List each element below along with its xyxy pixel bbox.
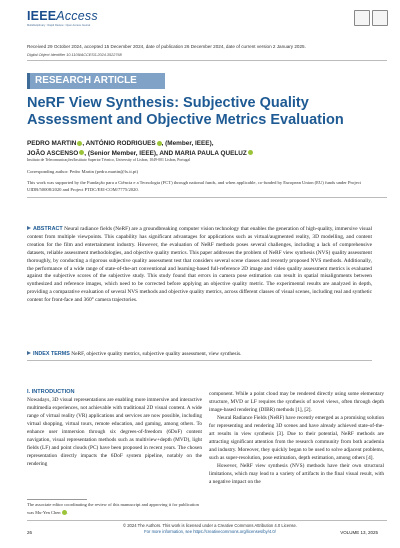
author-name: PEDRO MARTIN <box>27 140 77 147</box>
orcid-icon[interactable] <box>248 150 253 155</box>
divider <box>27 60 387 61</box>
affiliation: Instituto de Telecomunicações/Instituto Superior Técnico, University of Lisbon, 1049-001 Lisbon, Portugal <box>27 158 191 162</box>
body-column-right <box>209 390 384 486</box>
paper-title: NeRF View Synthesis: Subjective Quality Assessment and Objective Metrics Evaluation <box>27 95 344 128</box>
corresponding-author: Corresponding author: Pedro Martin (pedro.martin@lx.it.pt) <box>27 169 139 174</box>
crossmark-icon[interactable] <box>354 10 370 26</box>
paragraph: Neural Radiance Fields (NeRF) have recently emerged as a promising solution for representing and rendering 3D scenes and have already achieved state-of-the-art results in view synthesis [3]. Due to their potential, NeRF methods are attracting significant attention from the research community from both academia and industry. Moreover, they quickly began to be used to solve adjacent problems, such as super-resolution, pose estimation, depth estimation, among others [4]. <box>209 415 385 461</box>
journal-logo <box>27 9 98 23</box>
orcid-icon[interactable] <box>62 510 67 515</box>
author-list <box>27 139 367 158</box>
body-column-left: Nowadays, 3D visual representations are enabling more immersive and interactive multimedia experiences, not achievable with traditional 2D visual content. A wide range of virtual reality (VR) applications and services are now possible, including virtual shopping, virtual tours, remote education, and gaming, among others. To enhance user immersion through six degrees-of-freedom (6DoF) content navigation, visual representation methods such as multiview+depth (MVD), light fields (LF) and point clouds (PC) have been proposed in recent years. The chosen representation directly impacts the 6DoF system pipeline, notably on the rendering <box>27 397 202 467</box>
author-name: JOÃO ASCENSO <box>27 149 79 157</box>
footnote-divider <box>27 499 87 500</box>
index-terms-text: NeRF, objective quality metrics, subjective quality assessment, view synthesis. <box>71 351 242 357</box>
abstract-text: Neural radiance fields (NeRF) are a groundbreaking computer vision technology that enables the generation of high-quality, immersive visual content from multiple viewpoints. This capability has significant advantages for applications such as virtual/augmented reality, 3D modelling, and content creation for the film and entertainment industry. However, the evaluation of NeRF methods poses several challenges, including a lack of comprehensive datasets, reliable assessment methodologies, and objective quality metrics. This paper addresses the problem of NeRF view synthesis (NVS) quality assessment thoroughly, by conducting a rigorous subjective quality assessment test that considers several scene classes and recently proposed NVS methods. Additionally, the performance of a wide range of state-of-the-art conventional and learning-based full-reference 2D image and video quality assessment metrics is evaluated against the subjective scores of the subjective study. This study found that errors in camera pose estimation can result in spatial misalignments between synthesized and reference images, which need to be corrected before applying an objective quality metric. The experimental results are analyzed in depth, providing a comparative evaluation of several NVS methods and objective quality metrics, across different classes of visual scenes, including real and synthetic content for front-face and 360° camera trajectories. <box>27 226 372 304</box>
open-access-icon <box>372 10 388 26</box>
footer-divider <box>27 520 387 521</box>
license-line: © 2024 The Authors. This work is licensed under a Creative Commons Attribution 4.0 License. <box>122 523 297 528</box>
divider <box>27 197 387 198</box>
article-type-badge: RESEARCH ARTICLE <box>27 73 165 89</box>
abstract-heading: ABSTRACT <box>33 226 63 232</box>
index-terms <box>27 351 241 357</box>
crossref-logos[interactable] <box>354 10 388 26</box>
author-name: , (Senior Member, IEEE), AND MARIA PAULA QUELUZ <box>84 149 247 157</box>
author-membership: , (Member, IEEE), <box>161 140 214 147</box>
section-heading: I. INTRODUCTION <box>27 389 75 395</box>
license-notice <box>120 523 300 535</box>
brand-tagline: Multidisciplinary : Rapid Review : Open Access Journal <box>27 24 91 27</box>
paragraph: However, NeRF view synthesis (NVS) methods have their own structural limitations, which may lead to a variety of artifacts in the final visual result, with a negative impact on the <box>209 463 384 485</box>
footnote-text: The associate editor coordinating the review of this manuscript and approving it for publication was Mu-Yen Chen <box>27 502 199 515</box>
index-terms-heading: INDEX TERMS <box>33 351 70 357</box>
funding-statement: This work was supported by the Fundação para a Ciência e a Tecnologia (FCT) through national funds, and when applicable, co-funded by European Union (EU) funds under Project UIDB/50008/2020 and Project PTDC/EEI-COM/7775/2020. <box>27 180 361 192</box>
license-link[interactable]: For more information, see https://creativecommons.org/licenses/by/4.0/ <box>144 529 276 534</box>
divider <box>27 360 372 361</box>
abstract-block <box>27 226 372 305</box>
brand-accent: Access <box>56 9 98 23</box>
volume-info: VOLUME 13, 2025 <box>340 530 378 535</box>
doi[interactable]: Digital Object Identifier 10.1109/ACCESS.2024.3522768 <box>27 53 122 57</box>
author-name: , ANTÓNIO RODRIGUES <box>82 140 156 147</box>
publication-dates: Received 29 October 2024, accepted 15 December 2024, date of publication 26 December 2024, date of current version 2 January 2025. <box>27 44 306 49</box>
paragraph: component. While a point cloud may be rendered directly using some elementary structure, MVD or LF requires the synthesis of novel views, often through depth image-based rendering (DIBR) methods [1], [2]. <box>209 391 384 413</box>
brand-main: IEEE <box>27 9 57 23</box>
triangle-marker-icon <box>27 226 31 230</box>
page-number: 26 <box>27 530 33 535</box>
footnote: The associate editor coordinating the review of this manuscript and approving it for publication was Mu-Yen Chen . <box>27 502 199 515</box>
triangle-marker-icon <box>27 351 31 355</box>
